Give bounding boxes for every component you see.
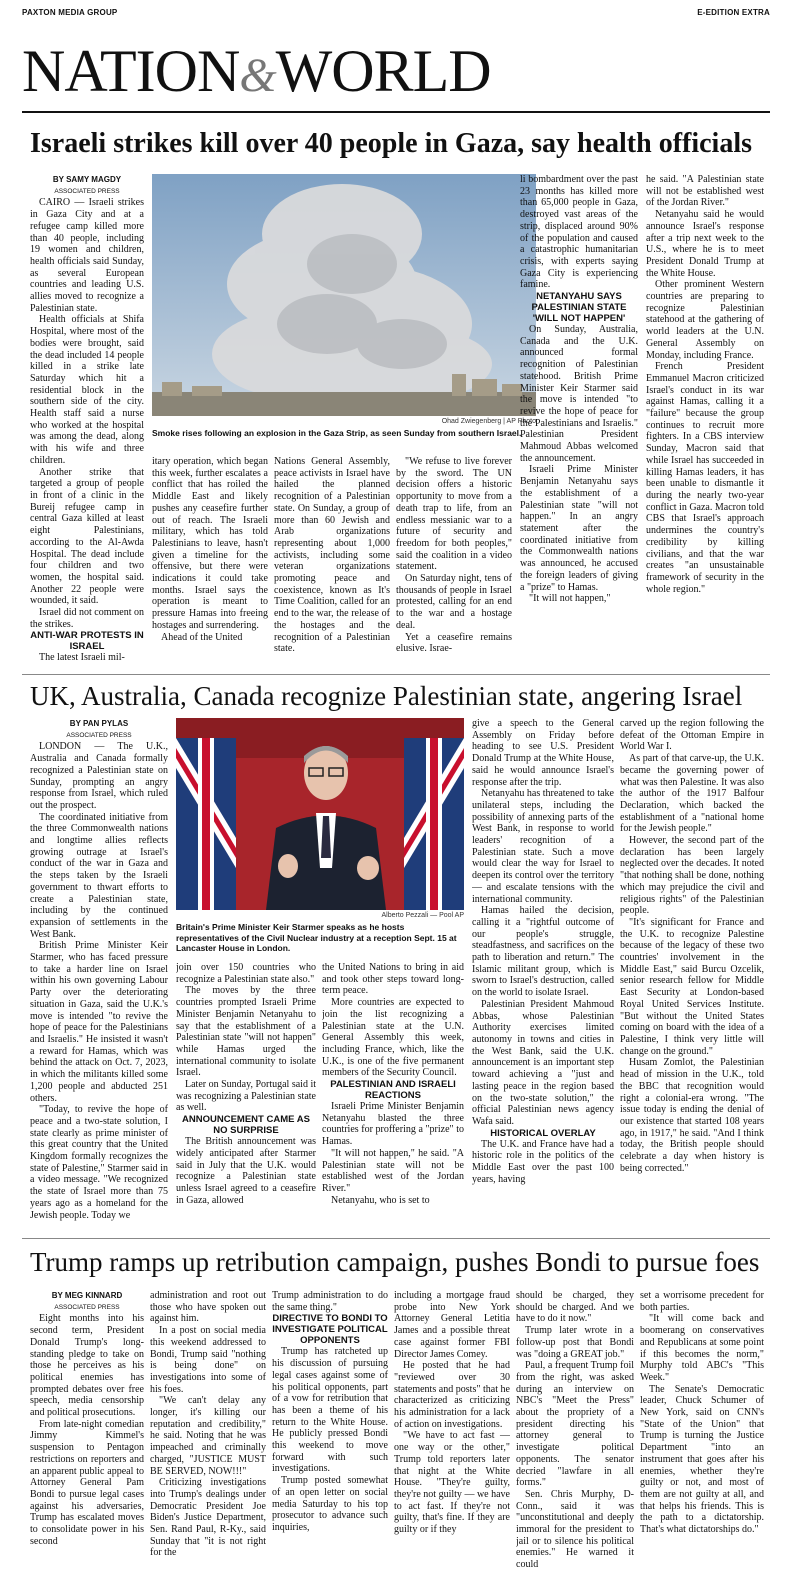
masthead-nation: NATION: [22, 38, 240, 104]
paragraph: Trump posted somewhat of an open letter on social media Saturday to his top prosecutor to advance such inquiries,: [272, 1475, 388, 1533]
paragraph: Trump administration to do the same thing.": [272, 1290, 388, 1313]
story2-column-1: [30, 718, 168, 1232]
paragraph: From late-night comedian Jimmy Kimmel's suspension to Pentagon restrictions on reporters and an apparent public appeal to Attorney General Pam Bondi to pursue legal cases against his adversaries, Trump has escalated moves to consolidate power in his second: [30, 1418, 144, 1547]
story2-agency: ASSOCIATED PRESS: [66, 731, 132, 739]
paragraph: Later on Sunday, Portugal said it was recognizing a Palestinian state as well.: [176, 1079, 316, 1114]
paragraph: British Prime Minister Keir Starmer, who has faced pressure to take a harder line on Israel within his own governing Labour Party over the deteriorating situation in Gaza, said the U.K.'s move is intended "to revive the hope of peace for the Palestinians and Israelis." He insisted it wasn't a reward for Hamas, which was behind the attack on Oct. 7, 2023, in which the militants killed some 1,200 people and abducted 251 others.: [30, 940, 168, 1104]
paragraph: set a worrisome precedent for both parties.: [640, 1290, 764, 1313]
paragraph: Health officials at Shifa Hospital, where most of the bodies were brought, said the dead included 14 people killed in a strike late Saturday which hit a residential block in the southern side of the city. Health staff said a nurse who worked at the hospital was among the dead, along with his wife and three children.: [30, 314, 144, 466]
paragraph: administration and root out those who have spoken out against him.: [150, 1290, 266, 1325]
paragraph: should be charged, they should be charged. And we have to do it now.": [516, 1290, 634, 1325]
story3-column-1: [30, 1290, 144, 1572]
story2-subhead-reactions: PALESTINIAN AND ISRAELI REACTIONS: [330, 1079, 456, 1102]
paragraph: The U.K. and France have had a historic role in the politics of the Middle East over the past 100 years, having: [472, 1138, 614, 1185]
paragraph: Other prominent Western countries are preparing to recognize Palestinian statehood at the gathering of world leaders at the U.N. General Assembly on Monday, including France.: [646, 279, 764, 361]
paragraph: The British announcement was widely anticipated after Starmer said in July that the U.K. would recognize a Palestinian state unless Israel agreed to a ceasefire in Gaza, allowed: [176, 1136, 316, 1206]
paragraph: "It will come back and boomerang on conservatives and Republicans at some point if this becomes the norm," Murphy told ABC's "This Week.": [640, 1313, 764, 1383]
paragraph: In a post on social media this weekend addressed to Bondi, Trump said "nothing is being done" on investigations into some of his foes.: [150, 1325, 266, 1395]
paragraph: CAIRO — Israeli strikes in Gaza City and at a refugee camp killed more than 40 people, including 19 women and children, health officials said Sunday, as several European countries and leading U.S. allies moved to recognize a Palestinian state.: [30, 197, 144, 314]
paragraph: Sen. Chris Murphy, D-Conn., said it was "unconstitutional and deeply immoral for the president to jail or to silence his political enemies." He warned it could: [516, 1488, 634, 1571]
paragraph: On Saturday night, tens of thousands of people in Israel protested, calling for an end to the war and a hostage deal.: [396, 573, 512, 631]
paragraph: Netanyahu, who is set to: [331, 1194, 430, 1206]
paragraph: The latest Israeli mil-: [39, 652, 125, 664]
paragraph: More countries are expected to join the list recognizing a Palestinian state at the U.N. General Assembly this week, including France, which, like the U.K., is one of the five permanent members of the Security Council.: [322, 997, 464, 1079]
paragraph: Ahead of the United: [161, 631, 243, 643]
paragraph: Husam Zomlot, the Palestinian head of mission in the U.K., told the BBC that recognition would right a colonial-era wrong. "The issue today is ending the denial of our existence that started 108 years ago, in 1917," he said. "And I think today, the British people should celebrate a day when history is being corrected.": [620, 1057, 764, 1174]
story2-column-2: [176, 962, 316, 1232]
paragraph: Eight months into his second term, President Donald Trump's long-standing pledge to take on those he perceives as his political enemies has prompted debates over free speech, media censorship and political prosecutions.: [30, 1313, 144, 1419]
publisher-name: PAXTON MEDIA GROUP: [22, 8, 118, 17]
story1-column-3: [274, 456, 390, 670]
paragraph: Palestinian President Mahmoud Abbas, whose Palestinian Authority exercises limited autonomy in towns and cities in the West Bank, said the U.K. announcement is an important step toward achieving a "just and lasting peace in the region based on the two-state solution," the official Palestinian news agency Wafa said.: [472, 998, 614, 1127]
story2-byline: BY PAN PYLAS: [69, 719, 129, 728]
paragraph: The moves by the three countries prompted Israeli Prime Minister Benjamin Netanyahu to say that the establishment of a Palestinian state "will not happen" while Hamas urged the international community to isolate Israel.: [176, 985, 316, 1079]
paragraph: including a mortgage fraud probe into New York Attorney General Letitia James and a possible threat case against former FBI Director James Comey.: [394, 1290, 510, 1360]
story3-byline: BY MEG KINNARD: [51, 1291, 123, 1300]
masthead-world: WORLD: [275, 38, 491, 104]
story2-photo-credit: Alberto Pezzali — Pool AP: [381, 912, 464, 919]
edition-label: E-EDITION EXTRA: [697, 8, 770, 17]
story3-column-4: [394, 1290, 510, 1572]
story2-headline: UK, Australia, Canada recognize Palestinian state, angering Israel: [30, 681, 743, 711]
story3-column-5: [516, 1290, 634, 1572]
story2-column-5: [620, 718, 764, 1232]
paragraph: French President Emmanuel Macron criticized Israel's conduct in its war against Hamas, calling it a "failure" because the group continues to recruit more fighters. In a CBS interview Sunday, Macron said that while Israel has succeeded in killing Hamas leaders, it has been unable to dismantle it during the nearly two-year conflict in Gaza. Macron told CBS that Israel's approach undermines the country's credibility by killing civilians, and that the war creates "an unsustainable framework of security in the whole region.": [646, 361, 764, 595]
paragraph: Israel did not comment on the strikes.: [30, 607, 144, 630]
paragraph: The Senate's Democratic leader, Chuck Schumer of New York, said on CNN's "State of the Union" that Trump is turning the Justice Department "into an instrument that goes after his enemies, whether they're guilty or not, and most of them are not guilty at all, and that helps his friends. This is the path to a dictatorship. That's what dictatorships do.": [640, 1383, 764, 1536]
story1-column-4: [396, 456, 512, 670]
story1-column-1: [30, 174, 144, 670]
paragraph: Israeli Prime Minister Benjamin Netanyahu says the establishment of a Palestinian state "will not happen." In an angry statement after the coordinated initiative from the Commonwealth nations was announced, he accused the foreign leaders of giving a "prize" to Hamas.: [520, 464, 638, 593]
paragraph: Criticizing investigations into Trump's dealings under Democratic President Joe Biden's Justice Department, Sen. Rand Paul, R-Ky., said Sunday that "it is not right for the: [150, 1477, 266, 1559]
paragraph: "We have to act fast — one way or the other," Trump told reporters later that night at the White House. "They're guilty, they're not guilty — we have to act fast. If they're not guilty, that's fine. If they are guilty or if they: [394, 1430, 510, 1536]
story1-agency: ASSOCIATED PRESS: [54, 187, 120, 195]
story2-column-4: [472, 718, 614, 1232]
paragraph: LONDON — The U.K., Australia and Canada formally recognized a Palestinian state on Sunday, prompting an angry response from Israel, which ruled out the prospect.: [30, 741, 168, 811]
story1-column-6: [646, 174, 764, 670]
story3-headline: Trump ramps up retribution campaign, pushes Bondi to pursue foes: [30, 1247, 760, 1277]
story-divider-2: [22, 1238, 770, 1239]
paragraph: "We can't delay any longer, it's killing our reputation and credibility," he said. Noting that he was impeached and criminally charged, "JUSTICE MUST BE SERVED, NOW!!!": [150, 1395, 266, 1477]
paragraph: He posted that he had "reviewed over 30 statements and posts" that he characterized as criticizing his administration for a lack of action on investigations.: [394, 1360, 510, 1430]
story3-column-3: [272, 1290, 388, 1572]
starmer-photo: [176, 718, 464, 910]
story2-subhead-announcement: ANNOUNCEMENT CAME AS NO SURPRISE: [182, 1114, 310, 1137]
paragraph: "Today, to revive the hope of peace and a two-state solution, I state clearly as prime minister of this great country that the United Kingdom formally recognizes the state of Palestine," Starmer said in a video message. "We recognized the state of Israel more than 75 years ago as a homeland for the Jewish people. Today we: [30, 1104, 168, 1221]
story1-column-2: [152, 456, 268, 670]
paragraph: The coordinated initiative from the three Commonwealth nations and longtime allies reflects growing outrage at Israel's conduct of the war in Gaza and the steps taken by the Israeli government to thwart efforts to create a Palestinian state, including by the continued expansion of settlements in the West Bank.: [30, 811, 168, 940]
paragraph: "It's significant for France and the U.K. to recognize Palestine because of the legacy of these two countries' involvement in the Middle East," said Burcu Ozcelik, senior research fellow for Middle East Security at London-based Royal United Services Institute. "But without the United States coming on board with the idea of a Palestine, I think very little will change on the ground.": [620, 916, 764, 1057]
paragraph: On Sunday, Australia, Canada and the U.K. announced formal recognition of Palestinian statehood. British Prime Minister Keir Starmer said the move is intended "to revive the hope of peace for the Palestinians and Israelis." Palestinian President Mahmoud Abbas welcomed the announcement.: [520, 324, 638, 464]
story1-byline: BY SAMY MAGDY: [52, 175, 122, 184]
gaza-smoke-photo: [152, 174, 536, 416]
section-masthead: [22, 40, 491, 107]
paragraph: Hamas hailed the decision, calling it a "rightful outcome of our people's struggle, steadfastness, and sacrifices on the path to liberation and return." The Islamic militant group, which is sworn to Israel's destruction, called on the world to isolate Israel.: [472, 905, 614, 999]
paragraph: As part of that carve-up, the U.K. became the governing power of what was then Palestine. It was also the author of the 1917 Balfour Declaration, which backed the establishment of a "national home for the Jewish people.": [620, 753, 764, 835]
story3-column-6: [640, 1290, 764, 1572]
paragraph: Netanyahu has threatened to take unilateral steps, including the possibility of annexing parts of the West Bank, in response to world leaders' recognition of a Palestinian state. Such a move would clear the way for Israel to deepen its control over the territory — and escalate tensions with the international community.: [472, 788, 614, 905]
story2-column-3: [322, 962, 464, 1232]
paragraph: Another strike that targeted a group of people in front of a clinic in the Bureij refugee camp in central Gaza killed at least eight Palestinians, according to the Al-Awda Hospital. The dead include four children and two women, the hospital said. Another 22 people were wounded, it said.: [30, 466, 144, 607]
top-bar: [22, 8, 770, 22]
paragraph: Trump has ratcheted up his discussion of pursuing legal cases against some of his political opponents, part of a vow for retribution that has been a theme of his return to the White House. He publicly pressed Bondi this weekend to move forward with such investigations.: [272, 1346, 388, 1475]
paragraph: "We refuse to live forever by the sword. The UN decision offers a historic opportunity to move from a death trap to life, from an endless messianic war to a future of security and freedom for both peoples," said the coalition in a video statement.: [396, 456, 512, 573]
story1-photo-credit: Ohad Zwiegenberg | AP Photo: [441, 418, 536, 425]
paragraph: the United Nations to bring in aid and took other steps toward long-term peace.: [322, 962, 464, 997]
paragraph: join over 150 countries who recognize a Palestinian state also.": [176, 962, 316, 985]
story-divider-1: [22, 674, 770, 675]
paragraph: Trump later wrote in a follow-up post that Bondi was "doing a GREAT job.": [516, 1325, 634, 1360]
paragraph: However, the second part of the declaration has been largely neglected over the decades. It noted "that nothing shall be done, nothing which may prejudice the civil and religious rights" of the Palestinian people.: [620, 835, 764, 917]
masthead-ampersand: &: [239, 49, 276, 102]
paragraph: Nations General Assembly, peace activists in Israel have hailed the planned recognition of a Palestinian state. On Sunday, a group of more than 60 Jewish and Arab organizations representing about 1,000 activists, including some veteran organizations promoting peace and coexistence, known as It's Time Coalition, called for an end to the war, the release of the hostages and the recognition of a Palestinian state.: [274, 456, 390, 655]
story2-photo-caption: Britain's Prime Minister Keir Starmer speaks as he hosts representatives of the Civil Nuclear industry at a reception Sept. 15 at Lancaster House in London.: [176, 922, 457, 953]
story1-headline: Israeli strikes kill over 40 people in Gaza, say health officials: [30, 128, 753, 159]
story3-agency: ASSOCIATED PRESS: [54, 1303, 120, 1311]
paragraph: itary operation, which began this week, further escalates a conflict that has roiled the Middle East and likely pushes any ceasefire further out of reach. The Israeli military, which has told Palestinians to leave, hasn't given a timeline for the offensive, but there were indications it could take months. Israel says the operation is meant to pressure Hamas into freeing hostages and surrendering.: [152, 456, 268, 631]
paragraph: "It will not happen,": [529, 593, 611, 605]
paragraph: Yet a ceasefire remains elusive. Israe-: [396, 631, 512, 655]
paragraph: Israeli Prime Minister Benjamin Netanyahu blasted the three countries for proffering a "prize" to Hamas.: [322, 1101, 464, 1148]
paragraph: li bombardment over the past 23 months has killed more than 65,000 people in Gaza, destroyed vast areas of the strip, displaced around 90% of the population and caused a catastrophic humanitarian crisis, with experts saying Gaza City is experiencing famine.: [520, 174, 638, 291]
paragraph: Netanyahu said he would announce Israel's response after a trip next week to the U.S., where he is to meet President Donald Trump at the White House.: [646, 209, 764, 279]
paragraph: give a speech to the General Assembly on Friday before heading to see U.S. President Donald Trump at the White House, said he would announce Israel's response after the trip.: [472, 718, 614, 788]
story1-subhead-protests: ANTI-WAR PROTESTS IN ISRAEL: [30, 630, 144, 653]
story1-photo-caption: Smoke rises following an explosion in the Gaza Strip, as seen Sunday from southern Israel.: [152, 428, 522, 438]
masthead-rule: [22, 111, 770, 113]
paragraph: carved up the region following the defeat of the Ottoman Empire in World War I.: [620, 718, 764, 753]
paragraph: Paul, a frequent Trump foil from the right, was asked during an interview on NBC's "Meet the Press" about the propriety of a president directing his attorney general to investigate political opponents. The senator decried "lawfare in all forms.": [516, 1360, 634, 1489]
story1-subhead-netanyahu: NETANYAHU SAYS PALESTINIAN STATE 'WILL NOT HAPPEN': [531, 291, 627, 325]
story2-subhead-history: HISTORICAL OVERLAY: [490, 1127, 596, 1139]
story3-subhead-directive: DIRECTIVE TO BONDI TO INVESTIGATE POLITICAL OPPONENTS: [272, 1313, 388, 1347]
story1-column-5: [520, 174, 638, 670]
paragraph: "It will not happen," he said. "A Palestinian state will not be established west of the Jordan River.": [322, 1147, 464, 1194]
paragraph: he said. "A Palestinian state will not be established west of the Jordan River.": [646, 174, 764, 209]
story3-column-2: [150, 1290, 266, 1572]
